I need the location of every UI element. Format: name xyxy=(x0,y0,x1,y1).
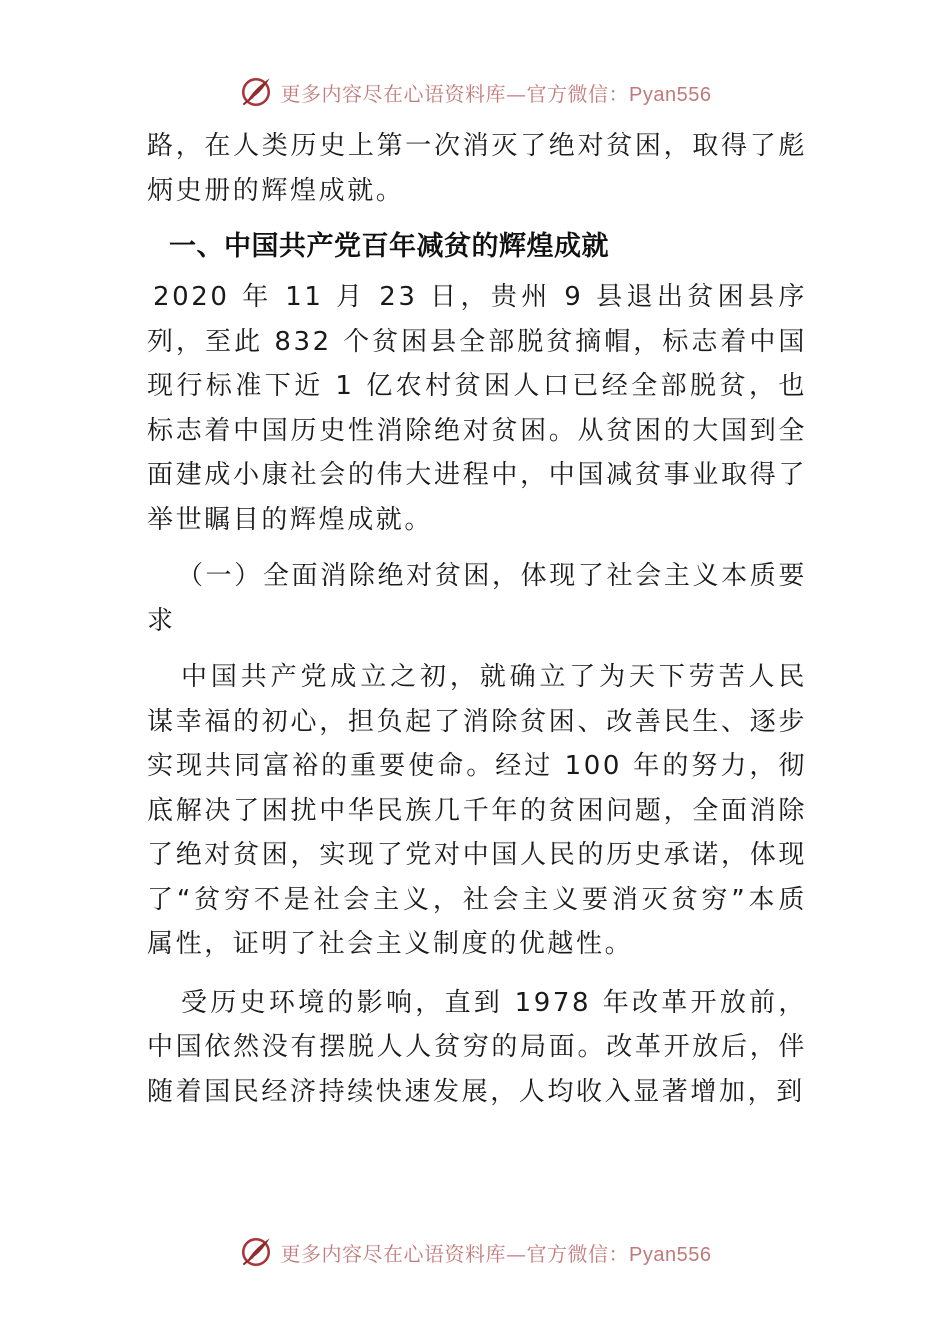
feather-quill-icon xyxy=(239,1235,273,1269)
paragraph-continued: 路，在人类历史上第一次消灭了绝对贫困，取得了彪炳史册的辉煌成就。 xyxy=(147,131,807,206)
footer-watermark-banner xyxy=(0,1232,950,1272)
paragraph-2: 中国共产党成立之初，就确立了为天下劳苦人民谋幸福的初心，担负起了消除贫困、改善民生、逐步实现共同富裕的重要使命。经过 100 年的努力，彻底解决了困扰中华民族几千年的贫困问题，全面消除了绝对贫困，实现了党对中国人民的历史承诺，体现了“贫穷不是社会主义，社会主义要消灭贫穷”本质属性，证明了社会主义制度的优越性。 xyxy=(147,662,807,959)
paragraph-3: 受历史环境的影响，直到 1978 年改革开放前，中国依然没有摆脱人人贫穷的局面。改革开放后，伴随着国民经济持续快速发展，人均收入显著增加，到 xyxy=(147,987,807,1107)
header-watermark-banner xyxy=(0,72,950,112)
section-heading-1: 一、中国共产党百年减贫的辉煌成就 xyxy=(169,231,609,262)
document-body xyxy=(147,124,807,1114)
footer-banner-text: 更多内容尽在心语资料库—官方微信： xyxy=(280,1241,630,1266)
feather-quill-icon xyxy=(239,75,273,109)
subheading-1: （一）全面消除绝对贫困，体现了社会主义本质要求 xyxy=(147,561,807,636)
footer-banner-id: Pyan556 xyxy=(629,1243,712,1266)
header-banner-text: 更多内容尽在心语资料库—官方微信： xyxy=(280,81,630,106)
paragraph-1: 2020 年 11 月 23 日，贵州 9 县退出贫困县序列，至此 832 个贫困县全部脱贫摘帽，标志着中国现行标准下近 1 亿农村贫困人口已经全部脱贫，也标志着中国历史性消除绝对贫困。从贫困的大国到全面建成小康社会的伟大进程中，中国减贫事业取得了举世瞩目的辉煌成就。 xyxy=(147,282,807,535)
header-banner-id: Pyan556 xyxy=(629,83,712,106)
